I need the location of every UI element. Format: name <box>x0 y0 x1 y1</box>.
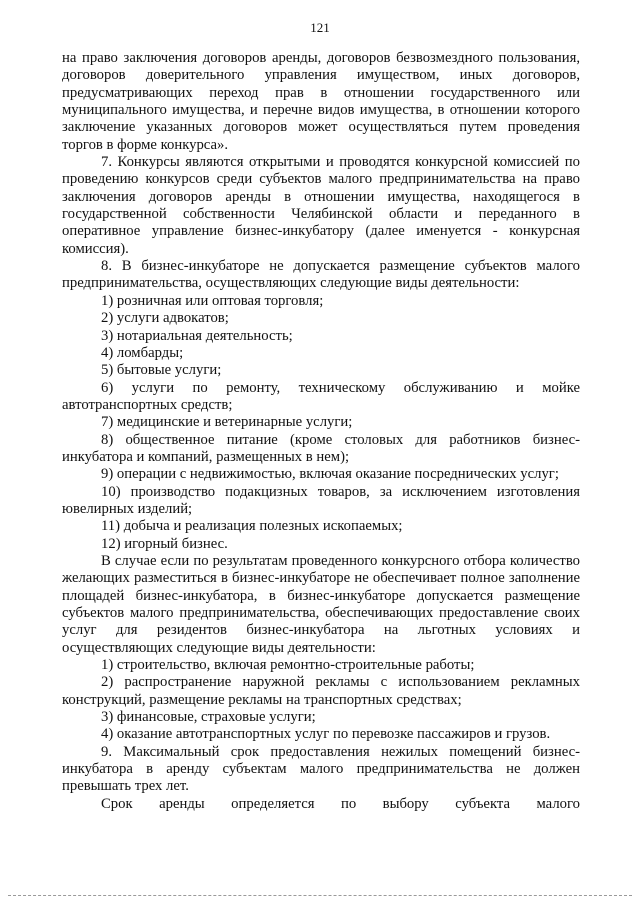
paragraph-continuation: на право заключения договоров аренды, договоров безвозмездного пользования, договоров доверительного управления имуществом, иных договоров, предусматривающих переход прав в отношении государственного или муниципального имущества, и перечне видов имущества, в отношении которого заключение указанных договоров может осуществляться путем проведения торгов в форме конкурса». <box>62 50 580 153</box>
paragraph-lease-term: Срок аренды определяется по выбору субъекта малого <box>101 795 580 812</box>
list-item: 10) производство подакцизных товаров, за исключением изготовления ювелирных изделий; <box>62 483 580 517</box>
list-item: 7) медицинские и ветеринарные услуги; <box>101 414 353 431</box>
paragraph-exception: В случае если по результатам проведенного конкурсного отбора количество желающих разместиться в бизнес-инкубаторе не обеспечивает полное заполнение площадей бизнес-инкубатора, в бизнес-инкубаторе допускается размещение субъектов малого предпринимательства, обеспечивающих предоставление своих услуг для резидентов бизнес-инкубатора на льготных условиях и осуществляющих следующие виды деятельности: <box>62 552 580 656</box>
list-item: 12) игорный бизнес. <box>101 535 228 552</box>
list-item: 9) операции с недвижимостью, включая оказание посреднических услуг; <box>101 466 559 483</box>
paragraph-7: 7. Конкурсы являются открытыми и проводятся конкурсной комиссией по проведению конкурсов среди субъектов малого предпринимательства на право заключения договоров аренды в отношении имущества, находящегося в государственной собственности Челябинской области и переданного в оперативное управление бизнес-инкубатору (далее именуется - конкурсная комиссия). <box>62 154 580 257</box>
list-item: 1) розничная или оптовая торговля; <box>101 292 324 309</box>
list-item: 6) услуги по ремонту, техническому обслуживанию и мойке автотранспортных средств; <box>62 379 580 413</box>
list-item: 3) финансовые, страховые услуги; <box>101 709 316 726</box>
list-item: 4) оказание автотранспортных услуг по перевозке пассажиров и грузов. <box>101 726 551 743</box>
list-item: 2) распространение наружной рекламы с использованием рекламных конструкций, размещение рекламы на транспортных средствах; <box>62 674 580 708</box>
document-body <box>62 50 580 813</box>
list-item: 1) строительство, включая ремонтно-строительные работы; <box>101 657 475 674</box>
list-item: 5) бытовые услуги; <box>101 362 222 379</box>
list-item: 8) общественное питание (кроме столовых для работников бизнес-инкубатора и компаний, размещенных в нем); <box>62 431 580 465</box>
list-item: 11) добыча и реализация полезных ископаемых; <box>101 518 403 535</box>
page-number: 121 <box>310 20 330 35</box>
paragraph-8: 8. В бизнес-инкубаторе не допускается размещение субъектов малого предпринимательства, осуществляющих следующие виды деятельности: <box>62 258 580 292</box>
list-item: 3) нотариальная деятельность; <box>101 327 293 344</box>
list-item: 4) ломбарды; <box>101 344 184 361</box>
list-item: 2) услуги адвокатов; <box>101 310 229 327</box>
paragraph-9: 9. Максимальный срок предоставления нежилых помещений бизнес-инкубатора в аренду субъектам малого предпринимательства не должен превышать трех лет. <box>62 743 580 795</box>
page-bottom-rule <box>8 895 632 896</box>
